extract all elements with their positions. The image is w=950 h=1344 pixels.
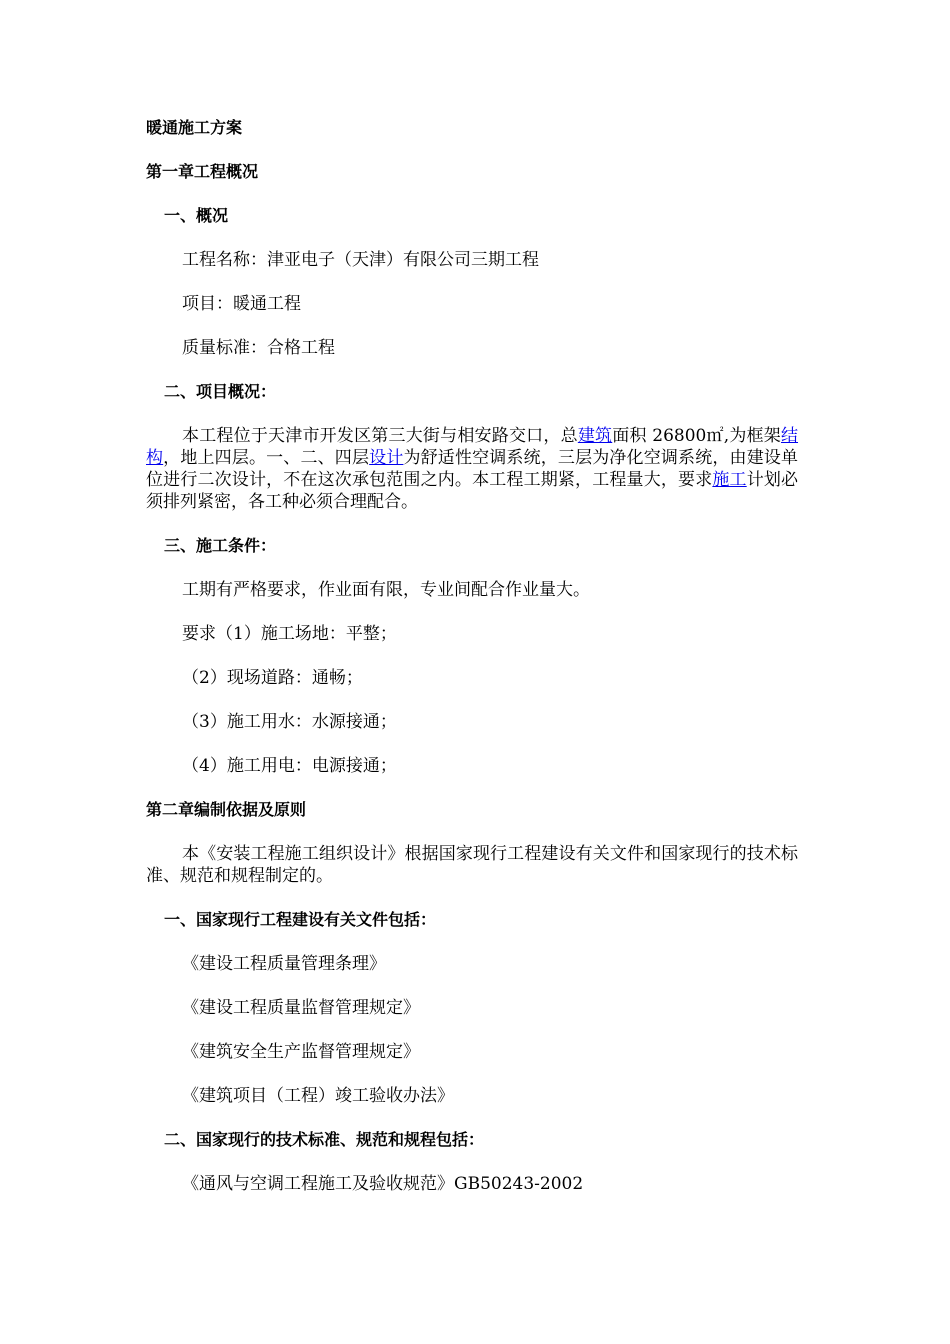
regulation-doc: 《建设工程质量监督管理规定》 — [182, 998, 420, 1018]
project-item: 项目：暖通工程 — [182, 294, 301, 314]
link-sheji[interactable]: 设计 — [369, 448, 404, 468]
chapter-1-title: 第一章工程概况 — [146, 162, 259, 181]
chapter-2-section-1-title: 一、国家现行工程建设有关文件包括： — [164, 910, 437, 929]
overview-text-5: 计划必须排列紧密，各工种必须合理配合。 — [146, 470, 799, 512]
link-shigong[interactable]: 施工 — [712, 470, 747, 490]
regulation-doc: 《建筑项目（工程）竣工验收办法》 — [182, 1086, 454, 1106]
chapter-2-section-2-title: 二、国家现行的技术标准、规范和规程包括： — [164, 1130, 485, 1149]
link-jianzhu[interactable]: 建筑 — [577, 426, 613, 446]
overview-text-1: 本工程位于天津市开发区第三大街与相安路交口，总 — [182, 426, 578, 446]
technical-standard: 《通风与空调工程施工及验收规范》GB50243-2002 — [182, 1174, 584, 1194]
overview-text-4: 为舒适性空调系统，三层为净化空调系统，由建设单位进行二次设计，不在这次承包范围之内。本工程工期紧，工程量大，要求 — [146, 448, 799, 490]
chapter-2-title: 第二章编制依据及原则 — [146, 800, 307, 819]
condition-item: （3）施工用水：水源接通； — [182, 712, 397, 732]
document-title: 暖通施工方案 — [146, 118, 243, 137]
section-1-title: 一、概况 — [164, 206, 229, 225]
section-2-title: 二、项目概况： — [164, 382, 277, 401]
quality-standard: 质量标准：合格工程 — [182, 338, 335, 358]
condition-item: （2）现场道路：通畅； — [182, 668, 363, 688]
condition-item: 工期有严格要求，作业面有限，专业间配合作业量大。 — [182, 580, 590, 600]
link-jiegou[interactable]: 结构 — [146, 426, 799, 468]
condition-item: （4）施工用电：电源接通； — [182, 756, 397, 776]
regulation-doc: 《建筑安全生产监督管理规定》 — [182, 1042, 420, 1062]
overview-paragraph — [146, 425, 798, 513]
chapter-2-intro: 本《安装工程施工组织设计》根据国家现行工程建设有关文件和国家现行的技术标准、规范和规程制定的。 — [146, 844, 798, 886]
overview-text-3: ，地上四层。一、二、四层 — [163, 448, 370, 468]
section-3-title: 三、施工条件： — [164, 536, 277, 555]
project-name: 工程名称：津亚电子（天津）有限公司三期工程 — [182, 250, 539, 270]
regulation-doc: 《建设工程质量管理条理》 — [182, 954, 386, 974]
overview-text-2: 面积 26800㎡,为框架 — [612, 426, 782, 446]
condition-item: 要求（1）施工场地：平整； — [182, 624, 397, 644]
